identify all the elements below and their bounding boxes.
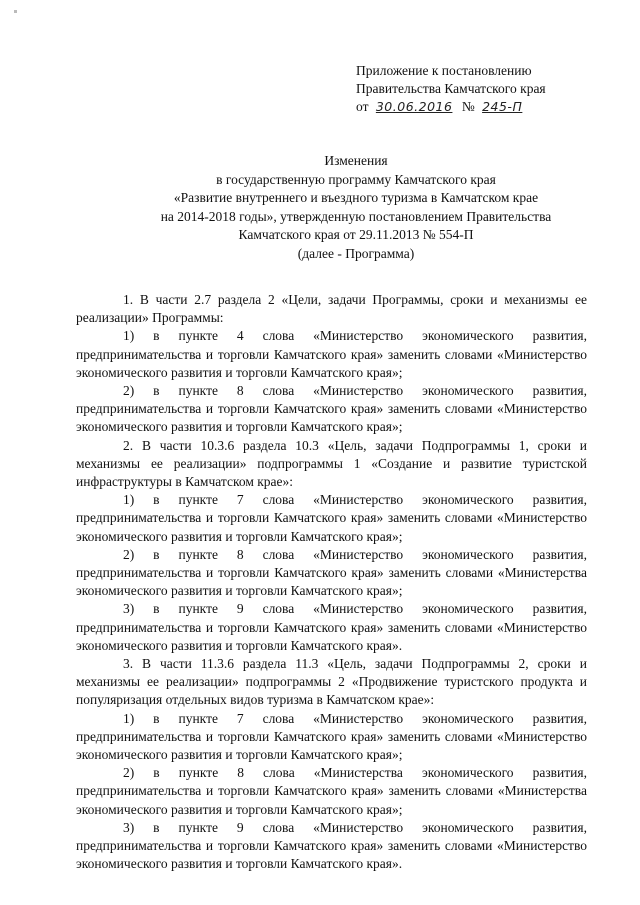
document-title [76, 152, 636, 264]
title-line-2: в государственную программу Камчатского края [216, 171, 496, 187]
subitem-paragraph: 1) в пункте 7 слова «Министерство экономического развития, предпринимательства и торговли Камчатского края» заменить словами «Министерство экономического развития и торговли Камчатского края»; [76, 492, 587, 544]
subitem-paragraph: 2) в пункте 8 слова «Министерства экономического развития, предпринимательства и торговли Камчатского края» заменить словами «Министерства экономического развития и торговли Камчатского края»; [76, 765, 587, 817]
title-line-3: «Развитие внутреннего и въездного туризма в Камчатском крае [173, 190, 539, 206]
appendix-ot: от [356, 99, 369, 114]
appendix-date: 30.06.2016 [375, 99, 453, 114]
appendix-line-1: Приложение к постановлению [356, 63, 532, 78]
appendix-number-sign: № [461, 99, 475, 114]
subitem-paragraph: 2) в пункте 8 слова «Министерство экономического развития, предпринимательства и торговли Камчатского края» заменить словами «Министерства экономического развития и торговли Камчатского края»; [76, 546, 587, 599]
title-line-5: Камчатского края от 29.11.2013 № 554-П [238, 227, 474, 243]
appendix-block [356, 62, 546, 116]
subitem-paragraph: 3) в пункте 9 слова «Министерство экономического развития, предпринимательства и торговли Камчатского края» заменить словами «Министерство экономического развития и торговли Камчатского края». [76, 819, 587, 872]
section-paragraph: 2. В части 10.3.6 раздела 10.3 «Цель, задачи Подпрограммы 1, сроки и механизмы ее реализации» подпрограммы 1 «Создание и развитие туристской инфраструктуры в Камчатском крае»: [76, 437, 587, 490]
appendix-number: 245-П [482, 99, 523, 114]
subitem-paragraph: 1) в пункте 7 слова «Министерство экономического развития, предпринимательства и торговли Камчатского края» заменить словами «Министерство экономического развития и торговли Камчатского края»; [76, 710, 587, 763]
appendix-line-3 [356, 98, 546, 116]
document-body [76, 291, 587, 874]
subitem-paragraph: 2) в пункте 8 слова «Министерство экономического развития, предпринимательства и торговли Камчатского края» заменить словами «Министерство экономического развития и торговли Камчатского края»; [76, 383, 587, 435]
section-paragraph: 3. В части 11.3.6 раздела 11.3 «Цель, задачи Подпрограммы 2, сроки и механизмы ее реализации» подпрограммы 2 «Продвижение туристского продукта и популяризация отдельных видов туризма в Камчатском крае»: [76, 656, 587, 708]
subitem-paragraph: 1) в пункте 4 слова «Министерство экономического развития, предпринимательства и торговли Камчатского края» заменить словами «Министерство экономического развития и торговли Камчатского края»; [76, 328, 587, 380]
appendix-line-2: Правительства Камчатского края [356, 81, 546, 96]
section-paragraph: 1. В части 2.7 раздела 2 «Цели, задачи Программы, сроки и механизмы ее реализации» Программы: [76, 292, 587, 326]
title-line-1: Изменения [324, 153, 388, 168]
title-line-6: (далее - Программа) [297, 245, 415, 261]
subitem-paragraph: 3) в пункте 9 слова «Министерство экономического развития, предпринимательства и торговли Камчатского края» заменить словами «Министерство экономического развития и торговли Камчатского края». [76, 601, 587, 653]
title-line-4: на 2014-2018 годы», утвержденную постановлением Правительства [160, 208, 552, 224]
scan-speck [14, 10, 17, 13]
